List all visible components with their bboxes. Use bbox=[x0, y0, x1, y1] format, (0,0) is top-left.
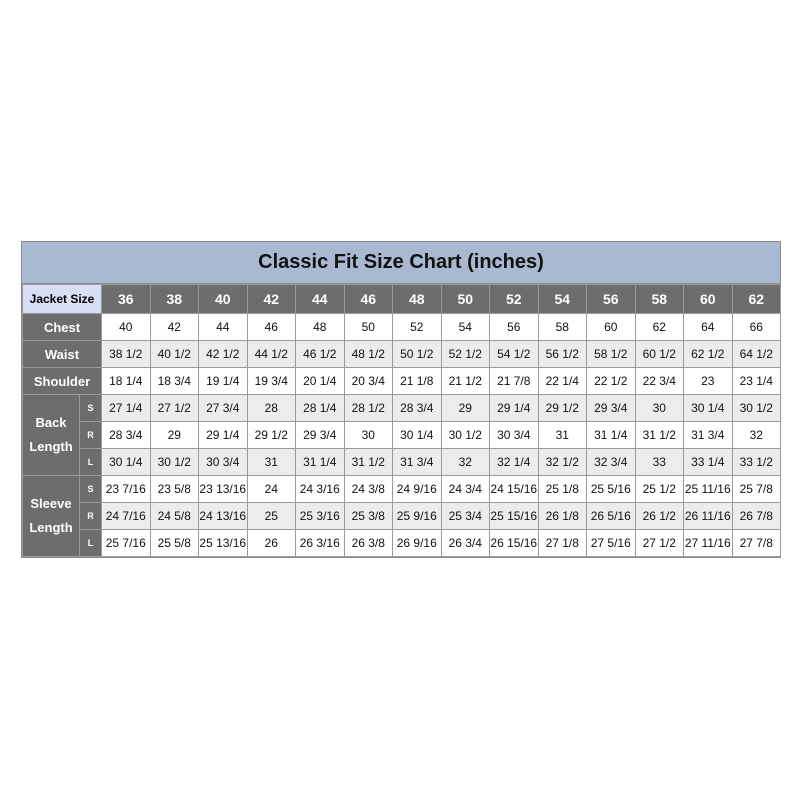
measurement-cell: 30 bbox=[635, 395, 684, 422]
measurement-cell: 60 bbox=[587, 314, 636, 341]
row-label: Chest bbox=[23, 314, 102, 341]
measurement-cell: 25 1/2 bbox=[635, 476, 684, 503]
row-waist bbox=[23, 341, 781, 368]
measurement-cell: 24 3/8 bbox=[344, 476, 393, 503]
measurement-cell: 25 bbox=[247, 503, 296, 530]
row-shoulder bbox=[23, 368, 781, 395]
size-header: 60 bbox=[684, 285, 733, 314]
measurement-cell: 32 1/4 bbox=[490, 449, 539, 476]
measurement-cell: 26 1/8 bbox=[538, 503, 587, 530]
measurement-cell: 25 7/16 bbox=[102, 530, 151, 557]
group-label-line1: Sleeve bbox=[30, 496, 72, 511]
size-header: 36 bbox=[102, 285, 151, 314]
measurement-cell: 29 1/2 bbox=[247, 422, 296, 449]
measurement-cell: 58 1/2 bbox=[587, 341, 636, 368]
measurement-cell: 25 11/16 bbox=[684, 476, 733, 503]
measurement-cell: 24 15/16 bbox=[490, 476, 539, 503]
measurement-cell: 30 1/4 bbox=[102, 449, 151, 476]
measurement-cell: 25 1/8 bbox=[538, 476, 587, 503]
row-label: Waist bbox=[23, 341, 102, 368]
measurement-cell: 26 5/16 bbox=[587, 503, 636, 530]
measurement-cell: 23 7/16 bbox=[102, 476, 151, 503]
measurement-cell: 31 3/4 bbox=[393, 449, 442, 476]
measurement-cell: 62 1/2 bbox=[684, 341, 733, 368]
fit-sub-label: L bbox=[80, 530, 102, 557]
measurement-cell: 23 bbox=[684, 368, 733, 395]
measurement-cell: 46 bbox=[247, 314, 296, 341]
group-row bbox=[23, 503, 781, 530]
measurement-cell: 56 bbox=[490, 314, 539, 341]
measurement-cell: 33 1/2 bbox=[732, 449, 781, 476]
measurement-cell: 66 bbox=[732, 314, 781, 341]
measurement-cell: 40 1/2 bbox=[150, 341, 199, 368]
group-row bbox=[23, 530, 781, 557]
measurement-cell: 31 1/2 bbox=[635, 422, 684, 449]
measurement-cell: 52 bbox=[393, 314, 442, 341]
measurement-cell: 30 1/2 bbox=[441, 422, 490, 449]
header-row bbox=[23, 285, 781, 314]
measurement-cell: 31 1/4 bbox=[296, 449, 345, 476]
fit-sub-label: S bbox=[80, 395, 102, 422]
measurement-cell: 25 15/16 bbox=[490, 503, 539, 530]
measurement-cell: 27 1/2 bbox=[635, 530, 684, 557]
measurement-cell: 25 3/8 bbox=[344, 503, 393, 530]
measurement-cell: 50 1/2 bbox=[393, 341, 442, 368]
measurement-cell: 29 1/4 bbox=[199, 422, 248, 449]
measurement-cell: 25 9/16 bbox=[393, 503, 442, 530]
measurement-cell: 19 1/4 bbox=[199, 368, 248, 395]
measurement-cell: 26 15/16 bbox=[490, 530, 539, 557]
measurement-cell: 27 11/16 bbox=[684, 530, 733, 557]
measurement-cell: 52 1/2 bbox=[441, 341, 490, 368]
measurement-cell: 56 1/2 bbox=[538, 341, 587, 368]
measurement-cell: 30 bbox=[344, 422, 393, 449]
measurement-cell: 18 1/4 bbox=[102, 368, 151, 395]
measurement-cell: 32 bbox=[732, 422, 781, 449]
measurement-cell: 30 1/4 bbox=[684, 395, 733, 422]
size-header: 58 bbox=[635, 285, 684, 314]
measurement-cell: 23 1/4 bbox=[732, 368, 781, 395]
measurement-cell: 24 9/16 bbox=[393, 476, 442, 503]
measurement-cell: 38 1/2 bbox=[102, 341, 151, 368]
size-table bbox=[22, 284, 781, 557]
size-header: 42 bbox=[247, 285, 296, 314]
measurement-cell: 26 3/16 bbox=[296, 530, 345, 557]
measurement-cell: 18 3/4 bbox=[150, 368, 199, 395]
measurement-cell: 32 1/2 bbox=[538, 449, 587, 476]
measurement-cell: 27 7/8 bbox=[732, 530, 781, 557]
measurement-cell: 33 1/4 bbox=[684, 449, 733, 476]
size-header: 46 bbox=[344, 285, 393, 314]
jacket-size-label: Jacket Size bbox=[23, 285, 102, 314]
group-row bbox=[23, 476, 781, 503]
measurement-cell: 40 bbox=[102, 314, 151, 341]
group-label-line1: Back bbox=[35, 415, 67, 430]
measurement-cell: 24 13/16 bbox=[199, 503, 248, 530]
measurement-cell: 29 bbox=[441, 395, 490, 422]
measurement-cell: 24 3/4 bbox=[441, 476, 490, 503]
measurement-cell: 27 3/4 bbox=[199, 395, 248, 422]
measurement-cell: 64 bbox=[684, 314, 733, 341]
size-chart bbox=[21, 241, 781, 558]
measurement-cell: 24 bbox=[247, 476, 296, 503]
measurement-cell: 50 bbox=[344, 314, 393, 341]
group-row bbox=[23, 422, 781, 449]
measurement-cell: 33 bbox=[635, 449, 684, 476]
measurement-cell: 48 bbox=[296, 314, 345, 341]
measurement-cell: 30 3/4 bbox=[199, 449, 248, 476]
fit-sub-label: R bbox=[80, 503, 102, 530]
measurement-cell: 21 1/2 bbox=[441, 368, 490, 395]
measurement-cell: 26 11/16 bbox=[684, 503, 733, 530]
measurement-cell: 27 5/16 bbox=[587, 530, 636, 557]
measurement-cell: 28 1/2 bbox=[344, 395, 393, 422]
measurement-cell: 60 1/2 bbox=[635, 341, 684, 368]
group-label-line2: Length bbox=[29, 520, 73, 535]
measurement-cell: 26 9/16 bbox=[393, 530, 442, 557]
measurement-cell: 19 3/4 bbox=[247, 368, 296, 395]
measurement-cell: 31 bbox=[538, 422, 587, 449]
measurement-cell: 28 bbox=[247, 395, 296, 422]
measurement-cell: 24 7/16 bbox=[102, 503, 151, 530]
measurement-cell: 48 1/2 bbox=[344, 341, 393, 368]
measurement-cell: 27 1/2 bbox=[150, 395, 199, 422]
row-chest bbox=[23, 314, 781, 341]
measurement-cell: 22 1/4 bbox=[538, 368, 587, 395]
measurement-cell: 20 1/4 bbox=[296, 368, 345, 395]
measurement-cell: 26 1/2 bbox=[635, 503, 684, 530]
measurement-cell: 30 1/2 bbox=[150, 449, 199, 476]
size-header: 62 bbox=[732, 285, 781, 314]
measurement-cell: 24 3/16 bbox=[296, 476, 345, 503]
measurement-cell: 24 5/8 bbox=[150, 503, 199, 530]
measurement-cell: 29 1/2 bbox=[538, 395, 587, 422]
measurement-cell: 30 3/4 bbox=[490, 422, 539, 449]
measurement-cell: 25 13/16 bbox=[199, 530, 248, 557]
group-row bbox=[23, 449, 781, 476]
measurement-cell: 20 3/4 bbox=[344, 368, 393, 395]
measurement-cell: 29 3/4 bbox=[296, 422, 345, 449]
measurement-cell: 42 bbox=[150, 314, 199, 341]
fit-sub-label: L bbox=[80, 449, 102, 476]
measurement-cell: 31 bbox=[247, 449, 296, 476]
measurement-cell: 29 1/4 bbox=[490, 395, 539, 422]
measurement-cell: 31 3/4 bbox=[684, 422, 733, 449]
row-label: Shoulder bbox=[23, 368, 102, 395]
size-header: 48 bbox=[393, 285, 442, 314]
measurement-cell: 30 1/4 bbox=[393, 422, 442, 449]
measurement-cell: 25 3/4 bbox=[441, 503, 490, 530]
measurement-cell: 58 bbox=[538, 314, 587, 341]
measurement-cell: 64 1/2 bbox=[732, 341, 781, 368]
size-header: 38 bbox=[150, 285, 199, 314]
measurement-cell: 26 bbox=[247, 530, 296, 557]
measurement-cell: 28 3/4 bbox=[102, 422, 151, 449]
measurement-cell: 31 1/2 bbox=[344, 449, 393, 476]
measurement-cell: 27 1/8 bbox=[538, 530, 587, 557]
size-header: 54 bbox=[538, 285, 587, 314]
measurement-cell: 26 7/8 bbox=[732, 503, 781, 530]
size-header: 40 bbox=[199, 285, 248, 314]
measurement-cell: 22 3/4 bbox=[635, 368, 684, 395]
measurement-cell: 26 3/8 bbox=[344, 530, 393, 557]
measurement-cell: 23 13/16 bbox=[199, 476, 248, 503]
measurement-cell: 29 bbox=[150, 422, 199, 449]
measurement-cell: 46 1/2 bbox=[296, 341, 345, 368]
measurement-cell: 32 bbox=[441, 449, 490, 476]
group-label bbox=[23, 395, 80, 476]
measurement-cell: 54 bbox=[441, 314, 490, 341]
measurement-cell: 25 5/8 bbox=[150, 530, 199, 557]
size-header: 56 bbox=[587, 285, 636, 314]
measurement-cell: 29 3/4 bbox=[587, 395, 636, 422]
measurement-cell: 30 1/2 bbox=[732, 395, 781, 422]
size-header: 50 bbox=[441, 285, 490, 314]
measurement-cell: 27 1/4 bbox=[102, 395, 151, 422]
measurement-cell: 54 1/2 bbox=[490, 341, 539, 368]
measurement-cell: 44 1/2 bbox=[247, 341, 296, 368]
measurement-cell: 31 1/4 bbox=[587, 422, 636, 449]
measurement-cell: 25 3/16 bbox=[296, 503, 345, 530]
measurement-cell: 62 bbox=[635, 314, 684, 341]
measurement-cell: 28 1/4 bbox=[296, 395, 345, 422]
size-header: 52 bbox=[490, 285, 539, 314]
measurement-cell: 32 3/4 bbox=[587, 449, 636, 476]
size-header: 44 bbox=[296, 285, 345, 314]
measurement-cell: 28 3/4 bbox=[393, 395, 442, 422]
measurement-cell: 25 5/16 bbox=[587, 476, 636, 503]
group-row bbox=[23, 395, 781, 422]
fit-sub-label: R bbox=[80, 422, 102, 449]
measurement-cell: 23 5/8 bbox=[150, 476, 199, 503]
measurement-cell: 26 3/4 bbox=[441, 530, 490, 557]
measurement-cell: 44 bbox=[199, 314, 248, 341]
group-label-line2: Length bbox=[29, 439, 73, 454]
measurement-cell: 42 1/2 bbox=[199, 341, 248, 368]
group-label bbox=[23, 476, 80, 557]
measurement-cell: 22 1/2 bbox=[587, 368, 636, 395]
fit-sub-label: S bbox=[80, 476, 102, 503]
measurement-cell: 21 7/8 bbox=[490, 368, 539, 395]
chart-title: Classic Fit Size Chart (inches) bbox=[22, 242, 780, 284]
measurement-cell: 25 7/8 bbox=[732, 476, 781, 503]
measurement-cell: 21 1/8 bbox=[393, 368, 442, 395]
